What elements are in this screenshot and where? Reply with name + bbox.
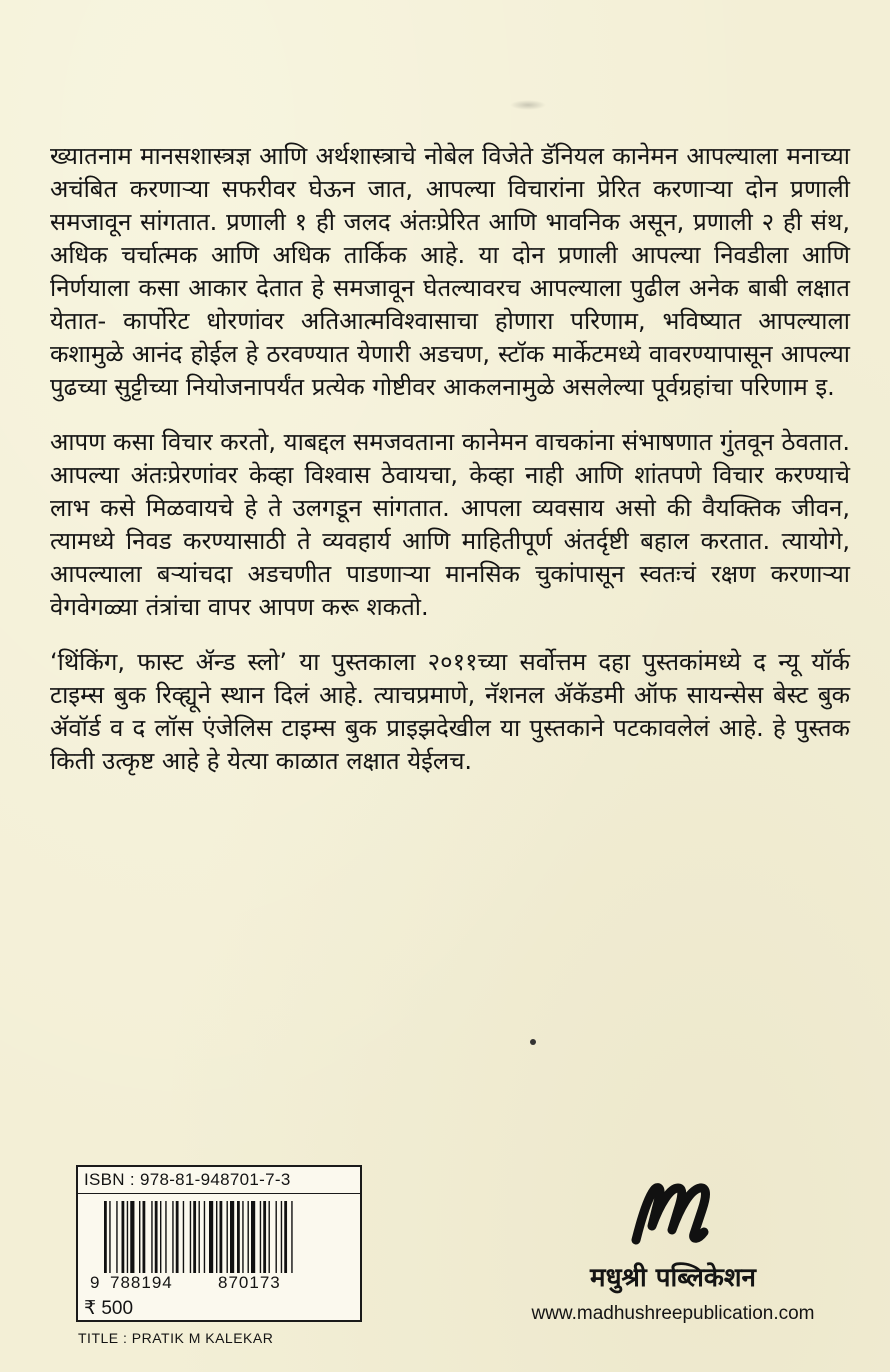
barcode-bar [276, 1201, 277, 1273]
barcode-bar [269, 1201, 270, 1273]
barcode-digit-prefix: 9 [90, 1273, 101, 1292]
ink-dot [530, 1039, 536, 1045]
isbn-barcode-box [76, 1165, 362, 1322]
publisher-name: मधुश्री पब्लिकेशन [590, 1263, 756, 1293]
barcode-bar [190, 1201, 191, 1273]
barcode-digits-right: 870173 [218, 1273, 281, 1292]
barcode-digits [90, 1273, 350, 1293]
barcode-bar [263, 1201, 266, 1273]
barcode-bar [251, 1201, 255, 1273]
publisher-website: www.madhushreepublication.com [531, 1303, 815, 1324]
blurb [50, 140, 850, 800]
isbn-number: ISBN : 978-81-948701-7-3 [78, 1167, 360, 1194]
barcode-bar [216, 1201, 217, 1273]
title-credit: TITLE : PRATIK M KALEKAR [78, 1330, 274, 1346]
barcode-bar [284, 1201, 287, 1273]
blurb-paragraph-3: ‘थिंकिंग, फास्ट ॲन्ड स्लो’ या पुस्तकाला २०११च्या सर्वोत्तम दहा पुस्तकांमध्ये द न्यू यॉर्क टाइम्स बुक रिव्ह्यूने स्थान दिलं आहे. त्याचप्रमाणे, नॅशनल ॲकॅडमी ऑफ सायन्सेस बेस्ट बुक ॲवॉर्ड व द लॉस एंजेलिस टाइम्स बुक प्राइझदेखील या पुस्तकाने पटकावलेलं आहे. हे पुस्तक किती उत्कृष्ट आहे हे येत्या काळात लक्षात येईलच. [50, 648, 850, 775]
barcode-bar [155, 1201, 158, 1273]
barcode-bar [122, 1201, 125, 1273]
barcode-bar [151, 1201, 152, 1273]
barcode-bar [248, 1201, 249, 1273]
barcode-bar [193, 1201, 196, 1273]
barcode-bar [127, 1201, 128, 1273]
barcode-bar [260, 1201, 261, 1273]
barcode-bar [176, 1201, 179, 1273]
barcode-bar [281, 1201, 282, 1273]
barcode-bar [227, 1201, 228, 1273]
barcode-bar [143, 1201, 146, 1273]
blurb-paragraph-2: आपण कसा विचार करतो, याबद्दल समजवताना कानेमन वाचकांना संभाषणात गुंतवून ठेवतात. आपल्या अंतःप्रेरणांवर केव्हा विश्वास ठेवायचा, केव्हा नाही आणि शांतपणे विचार करण्याचे लाभ कसे मिळवायचे हे ते उलगडून सांगतात. आपला व्यवसाय असो की वैयक्तिक जीवन, त्यामध्ये निवड करण्यासाठी ते व्यवहार्य आणि माहितीपूर्ण अंतर्दृष्टी बहाल करतात. त्यायोगे, आपल्याला बऱ्यांचदा अडचणीत पाडणाऱ्या मानसिक चुकांपासून स्वतःचं रक्षण करणाऱ्या वेगवेगळ्या तंत्रांचा वापर आपण करू शकतो. [50, 428, 850, 621]
publisher-logo [628, 1176, 728, 1248]
barcode-bar [165, 1201, 166, 1273]
print-speck [510, 100, 546, 110]
barcode-bar [230, 1201, 234, 1273]
barcode-bar [183, 1201, 184, 1273]
barcode-bar [237, 1201, 240, 1273]
barcode-bar [116, 1201, 117, 1273]
barcode-bar [172, 1201, 173, 1273]
barcode-bar [209, 1201, 213, 1273]
price-label: ₹ 500 [84, 1298, 134, 1319]
blurb-paragraph-1: ख्यातनाम मानसशास्त्रज्ञ आणि अर्थशास्त्राचे नोबेल विजेते डॅनियल कानेमन आपल्याला मनाच्या अचंबित करणाऱ्या सफरीवर घेऊन जात, आपल्या विचारांना प्रेरित करणाऱ्या दोन प्रणाली समजावून सांगतात. प्रणाली १ ही जलद अंतःप्रेरित आणि भावनिक असून, प्रणाली २ ही संथ, अधिक चर्चात्मक आणि अधिक तार्किक आहे. या दोन प्रणाली आपल्या निवडीला आणि निर्णयाला कसा आकार देतात हे समजावून घेतल्यावरच आपल्याला पुढील अनेक बाबी लक्षात येतात- कार्पोरेट धोरणांवर अतिआत्मविश्वासाचा होणारा परिणाम, भविष्यात आपल्याला कशामुळे आनंद होईल हे ठरवण्यात येणारी अडचण, स्टॉक मार्केटमध्ये वावरण्यापासून आपल्या पुढच्या सुट्टीच्या नियोजनापर्यंत प्रत्येक गोष्टीवर आकलनामुळे असलेल्या पूर्वग्रहांचा परिणाम इ. [50, 142, 850, 401]
barcode-bar [139, 1201, 140, 1273]
barcode-bar [242, 1201, 243, 1273]
barcode-digits-left: 788194 [110, 1273, 173, 1292]
barcode-bar [160, 1201, 161, 1273]
barcode-bar [291, 1201, 292, 1273]
barcode-bar [220, 1201, 223, 1273]
barcode-bar [130, 1201, 134, 1273]
